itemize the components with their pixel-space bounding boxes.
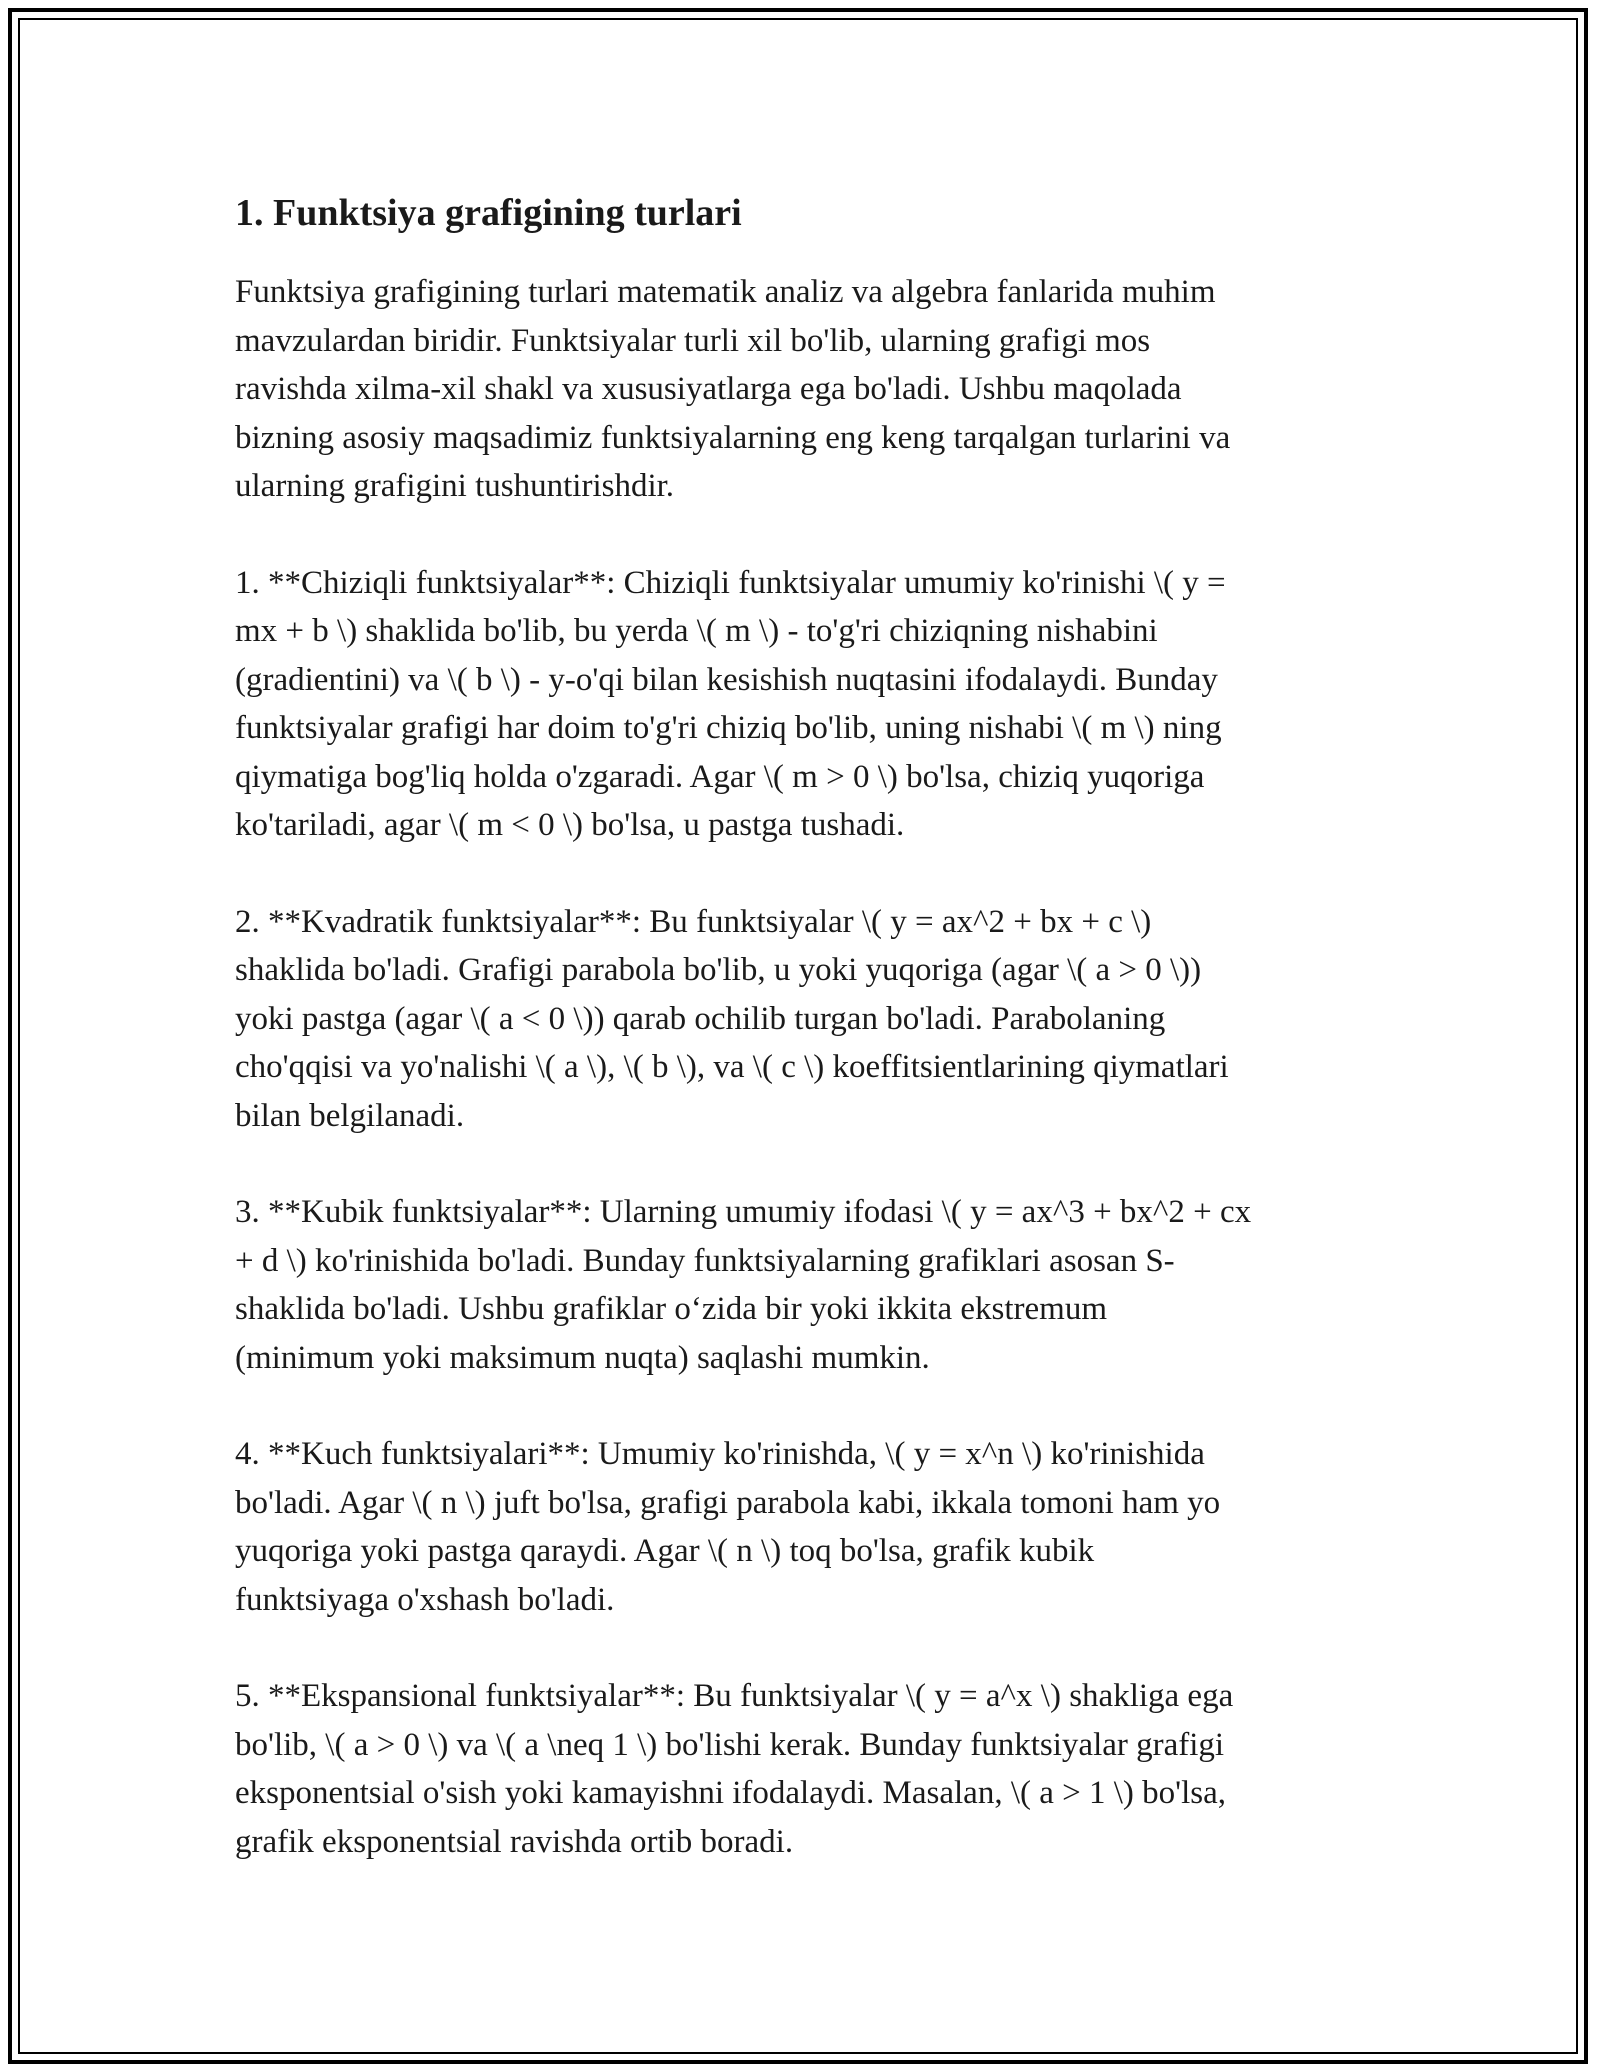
exponential-functions-paragraph: 5. **Ekspansional funktsiyalar**: Bu funktsiyalar \( y = a^x \) shakliga ega bo'lib, \( a > 0 \) va \( a \neq 1 \) bo'lishi kerak. Bunday funktsiyalar grafigi eksponentsial o'sish yoki kamayishni ifodalaydi. Masalan, \( a > 1 \) bo'lsa, grafik eksponentsial ravishda ortib boradi.	[235, 1678, 1234, 1860]
power-functions-paragraph: 4. **Kuch funktsiyalari**: Umumiy ko'rinishda, \( y = x^n \) ko'rinishida bo'ladi. Agar \( n \) juft bo'lsa, grafigi parabola kabi, ikkala tomoni ham yo yuqoriga yoki pastga qaraydi. Agar \( n \) toq bo'lsa, grafik kubik funktsiyaga o'xshash bo'ladi.	[235, 1436, 1221, 1618]
cubic-functions-paragraph: 3. **Kubik funktsiyalar**: Ularning umumiy ifodasi \( y = ax^3 + bx^2 + cx + d \) ko'rinishida bo'ladi. Bunday funktsiyalarning grafiklari asosan S- shaklida bo'ladi. Ushbu grafiklar o‘zida bir yoki ikkita ekstremum (minimum yoki maksimum nuqta) saqlashi mumkin.	[235, 1194, 1252, 1376]
intro-paragraph: Funktsiya grafigining turlari matematik analiz va algebra fanlarida muhim mavzulardan biridir. Funktsiyalar turli xil bo'lib, ularning grafigi mos ravishda xilma-xil shakl va xususiyatlarga ega bo'ladi. Ushbu maqolada bizning asosiy maqsadimiz funktsiyalarning eng keng tarqalgan turlarini va ularning grafigini tushuntirishdir.	[235, 274, 1231, 504]
document-body	[235, 186, 1375, 1914]
linear-functions-paragraph: 1. **Chiziqli funktsiyalar**: Chiziqli funktsiyalar umumiy ko'rinishi \( y = mx + b \) shaklida bo'lib, bu yerda \( m \) - to'g'ri chiziqning nishabini (gradientini) va \( b \) - y-o'qi bilan kesishish nuqtasini ifodalaydi. Bunday funktsiyalar grafigi har doim to'g'ri chiziq bo'lib, uning nishabi \( m \) ning qiymatiga bog'liq holda o'zgaradi. Agar \( m > 0 \) bo'lsa, chiziq yuqoriga ko'tariladi, agar \( m < 0 \) bo'lsa, u pastga tushadi.	[235, 564, 1226, 843]
document-title: 1. Funktsiya grafigining turlari	[235, 192, 742, 234]
quadratic-functions-paragraph: 2. **Kvadratik funktsiyalar**: Bu funktsiyalar \( y = ax^2 + bx + c \) shaklida bo'ladi. Grafigi parabola bo'lib, u yoki yuqoriga (agar \( a > 0 \)) yoki pastga (agar \( a < 0 \)) qarab ochilib turgan bo'ladi. Parabolaning cho'qqisi va yo'nalishi \( a \), \( b \), va \( c \) koeffitsientlarining qiymatlari bilan belgilanadi.	[235, 903, 1229, 1134]
